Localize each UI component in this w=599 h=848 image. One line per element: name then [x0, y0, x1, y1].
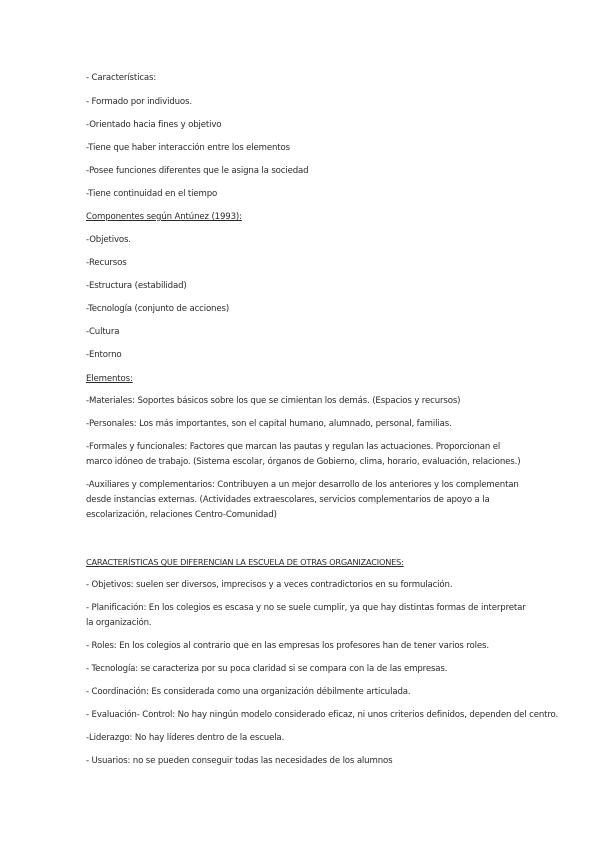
elementos-item: -Formales y funcionales: Factores que marcan las pautas y regulan las actuaciones. Proporcionan el marco idóneo de trabajo. (Sistema escolar, órganos de Gobierno, clima, horario, evaluación, relaciones.)	[86, 442, 521, 467]
diferencias-item: - Coordinación: Es considerada como una organización débilmente articulada.	[86, 687, 411, 697]
diferencias-item: - Objetivos: suelen ser diversos, imprecisos y a veces contradictorios en su formulación.	[86, 580, 453, 590]
elementos-item: -Personales: Los más importantes, son el capital humano, alumnado, personal, familias.	[86, 419, 452, 429]
componentes-item: -Tecnología (conjunto de acciones)	[86, 304, 230, 314]
componentes-item: -Estructura (estabilidad)	[86, 281, 187, 291]
caracteristicas-item: -Tiene continuidad en el tiempo	[86, 189, 218, 199]
componentes-item: -Recursos	[86, 258, 127, 268]
diferencias-title: CARACTERÍSTICAS QUE DIFERENCIAN LA ESCUELA DE OTRAS ORGANIZACIONES:	[86, 557, 404, 567]
componentes-title: Componentes según Antúnez (1993):	[86, 212, 242, 222]
caracteristicas-item: -Orientado hacia fines y objetivo	[86, 120, 222, 130]
diferencias-item: - Tecnología: se caracteriza por su poca claridad si se compara con la de las empresas.	[86, 664, 448, 674]
diferencias-item: - Roles: En los colegios al contrario que en las empresas los profesores han de tener varios roles.	[86, 641, 489, 651]
caracteristicas-item: -Posee funciones diferentes que le asigna la sociedad	[86, 166, 309, 176]
caracteristicas-item: -Tiene que haber interacción entre los elementos	[86, 143, 290, 153]
componentes-item: -Cultura	[86, 327, 120, 337]
diferencias-item: - Planificación: En los colegios es escasa y no se suele cumplir, ya que hay distintas formas de interpretar la organización.	[86, 603, 526, 628]
diferencias-item: - Usuarios: no se pueden conseguir todas las necesidades de los alumnos	[86, 756, 393, 766]
caracteristicas-title: - Características:	[86, 73, 157, 83]
caracteristicas-item: - Formado por individuos.	[86, 97, 192, 107]
elementos-item: -Materiales: Soportes básicos sobre los que se cimientan los demás. (Espacios y recursos)	[86, 396, 461, 406]
diferencias-item: -Liderazgo: No hay líderes dentro de la escuela.	[86, 733, 285, 743]
diferencias-item: - Evaluación- Control: No hay ningún modelo considerado eficaz, ni unos criterios definidos, dependen del centro.	[86, 710, 559, 720]
componentes-item: -Objetivos.	[86, 235, 131, 245]
elementos-title: Elementos:	[86, 374, 133, 384]
elementos-item: -Auxiliares y complementarios: Contribuyen a un mejor desarrollo de los anteriores y los complementan desde instancias externas. (Actividades extraescolares, servicios complementarios de apoyo a la escolarización, relaciones Centro-Comunidad)	[86, 480, 519, 520]
componentes-item: -Entorno	[86, 350, 122, 360]
